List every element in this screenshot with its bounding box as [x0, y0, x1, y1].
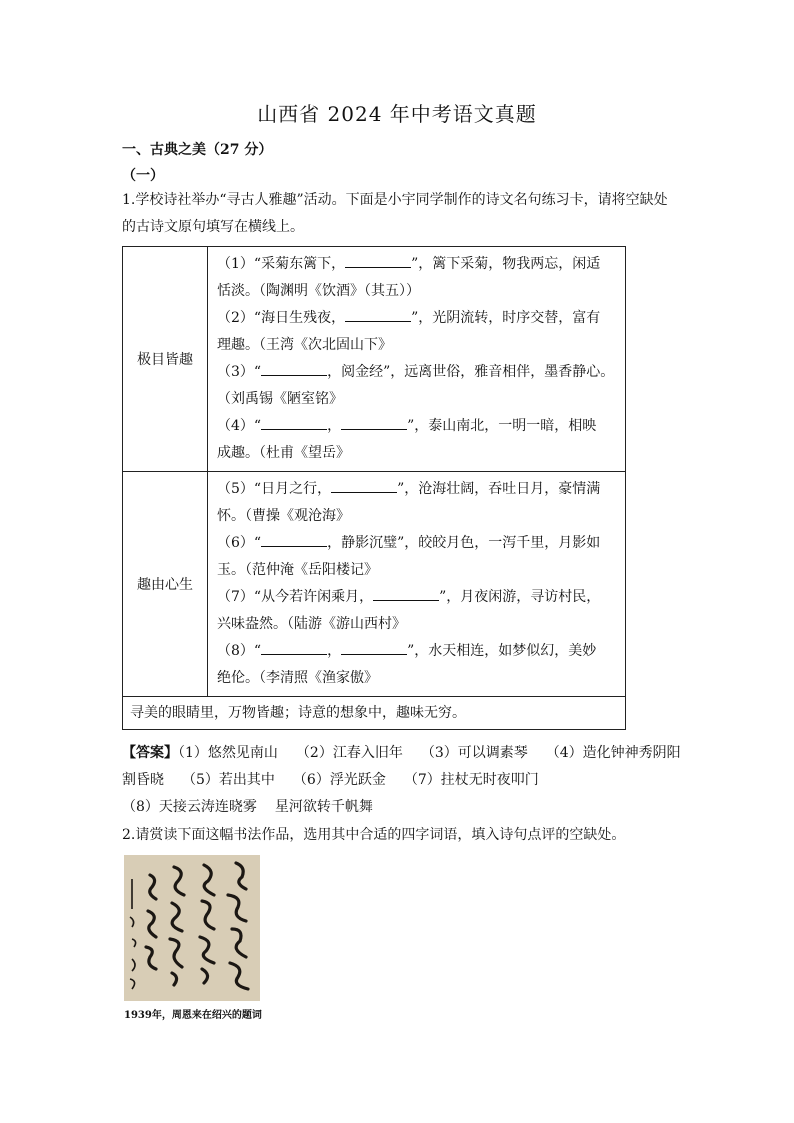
paper-background	[124, 855, 260, 1001]
card-footer-row	[123, 697, 626, 730]
part-heading: （一）	[122, 168, 164, 184]
line-text: （8）“	[217, 643, 262, 659]
poem-line	[217, 251, 619, 278]
answer-block	[122, 740, 682, 821]
line-text: （3）“	[217, 364, 262, 380]
poem-line	[217, 305, 619, 332]
image-caption: 1939年，周恩来在绍兴的题词	[124, 1010, 262, 1021]
line-text: （7）“从今若许闲乘月，	[217, 589, 374, 605]
poem-line-cont: （刘禹锡《陋室铭》	[217, 391, 343, 407]
poem-line	[217, 476, 619, 503]
poem-line-cont: 理趣。（王湾《次北固山下》	[217, 337, 392, 353]
answer-blank[interactable]	[345, 253, 411, 268]
poem-line-cont: 恬淡。（陶渊明《饮酒》（其五））	[217, 283, 420, 299]
answer-blank[interactable]	[261, 640, 327, 655]
answer-item: （6）浮光跃金	[292, 772, 386, 788]
line-text: （1）“采菊东篱下，	[217, 256, 346, 272]
answer-blank[interactable]	[341, 415, 407, 430]
calligraphy-image	[124, 855, 260, 1001]
line-text: ，阅金经”，远离世俗，雅音相伴，墨香静心。	[327, 364, 615, 380]
poem-line	[217, 359, 619, 386]
answer-label: 【答案】	[122, 745, 178, 761]
line-text: ”，水天相连，如梦似幻，美妙	[407, 643, 597, 659]
answer-item: （5）若出其中	[182, 772, 275, 788]
poem-line-cont: 绝伦。（李清照《渔家傲》	[217, 670, 378, 686]
card-footer: 寻美的眼睛里，万物皆趣；诗意的想象中，趣味无穷。	[123, 697, 626, 730]
poem-line-cont: 兴味盎然。（陆游《游山西村》	[217, 616, 406, 632]
line-text: （4）“	[217, 418, 262, 434]
answer-blank[interactable]	[261, 361, 327, 376]
line-text: ”，月夜闲游，寻访村民，	[439, 589, 601, 605]
card-row-2	[123, 472, 626, 697]
answer-blank[interactable]	[341, 640, 407, 655]
line-text: （2）“海日生残夜，	[217, 310, 346, 326]
line-text: ，	[327, 643, 342, 659]
card-row-1	[123, 247, 626, 472]
poem-line-cont: 怀。（曹操《观沧海》	[217, 508, 350, 524]
line-text: ”，泰山南北，一明一暗，相映	[407, 418, 597, 434]
answer-blank[interactable]	[331, 478, 397, 493]
line-text: （5）“日月之行，	[217, 481, 332, 497]
answer-item: （7）拄杖无时夜叩门	[403, 772, 539, 788]
answer-item: （4）造化钟神秀阴阳割昏晓	[122, 745, 681, 788]
answer-item: （8）天接云涛连晓雾	[122, 799, 257, 815]
answer-item: （3）可以调素琴	[420, 745, 528, 761]
line-text: ，静影沉璧”，皎皎月色，一泻千里，月影如	[327, 535, 601, 551]
answer-blank[interactable]	[345, 307, 411, 322]
lines-cell	[208, 472, 626, 697]
line-text: ”，沧海壮阔，吞吐日月，豪情满	[397, 481, 601, 497]
answer-item: （2）江春入旧年	[295, 745, 403, 761]
lines-cell	[208, 247, 626, 472]
category-cell: 趣由心生	[123, 472, 208, 697]
answer-blank[interactable]	[261, 415, 327, 430]
answer-blank[interactable]	[373, 586, 439, 601]
question-2-intro: 2.请赏读下面这幅书法作品，选用其中合适的四字词语，填入诗句点评的空缺处。	[122, 827, 626, 843]
page-title: 山西省 2024 年中考语文真题	[257, 102, 537, 126]
line-text: （6）“	[217, 535, 262, 551]
line-text: ”，篱下采菊，物我两忘，闲适	[411, 256, 601, 272]
answer-item: （1）悠然见南山	[178, 745, 278, 761]
poem-line	[217, 638, 619, 665]
category-cell: 极目皆趣	[123, 247, 208, 472]
poem-line-cont: 成趣。（杜甫《望岳》	[217, 445, 350, 461]
section-heading: 一、古典之美（27 分）	[122, 142, 273, 158]
answer-blank[interactable]	[261, 532, 327, 547]
practice-card-table	[122, 246, 626, 730]
answer-item: 星河欲转千帆舞	[274, 799, 373, 815]
poem-line	[217, 584, 619, 611]
line-text: ，	[327, 418, 342, 434]
poem-line	[217, 413, 619, 440]
question-1-intro: 1.学校诗社举办“寻古人雅趣”活动。下面是小宇同学制作的诗文名句练习卡，请将空缺处的古诗文原句填写在横线上。	[122, 192, 668, 235]
poem-line	[217, 530, 619, 557]
line-text: ”，光阴流转，时序交替，富有	[411, 310, 601, 326]
poem-line-cont: 玉。（范仲淹《岳阳楼记》	[217, 562, 378, 578]
